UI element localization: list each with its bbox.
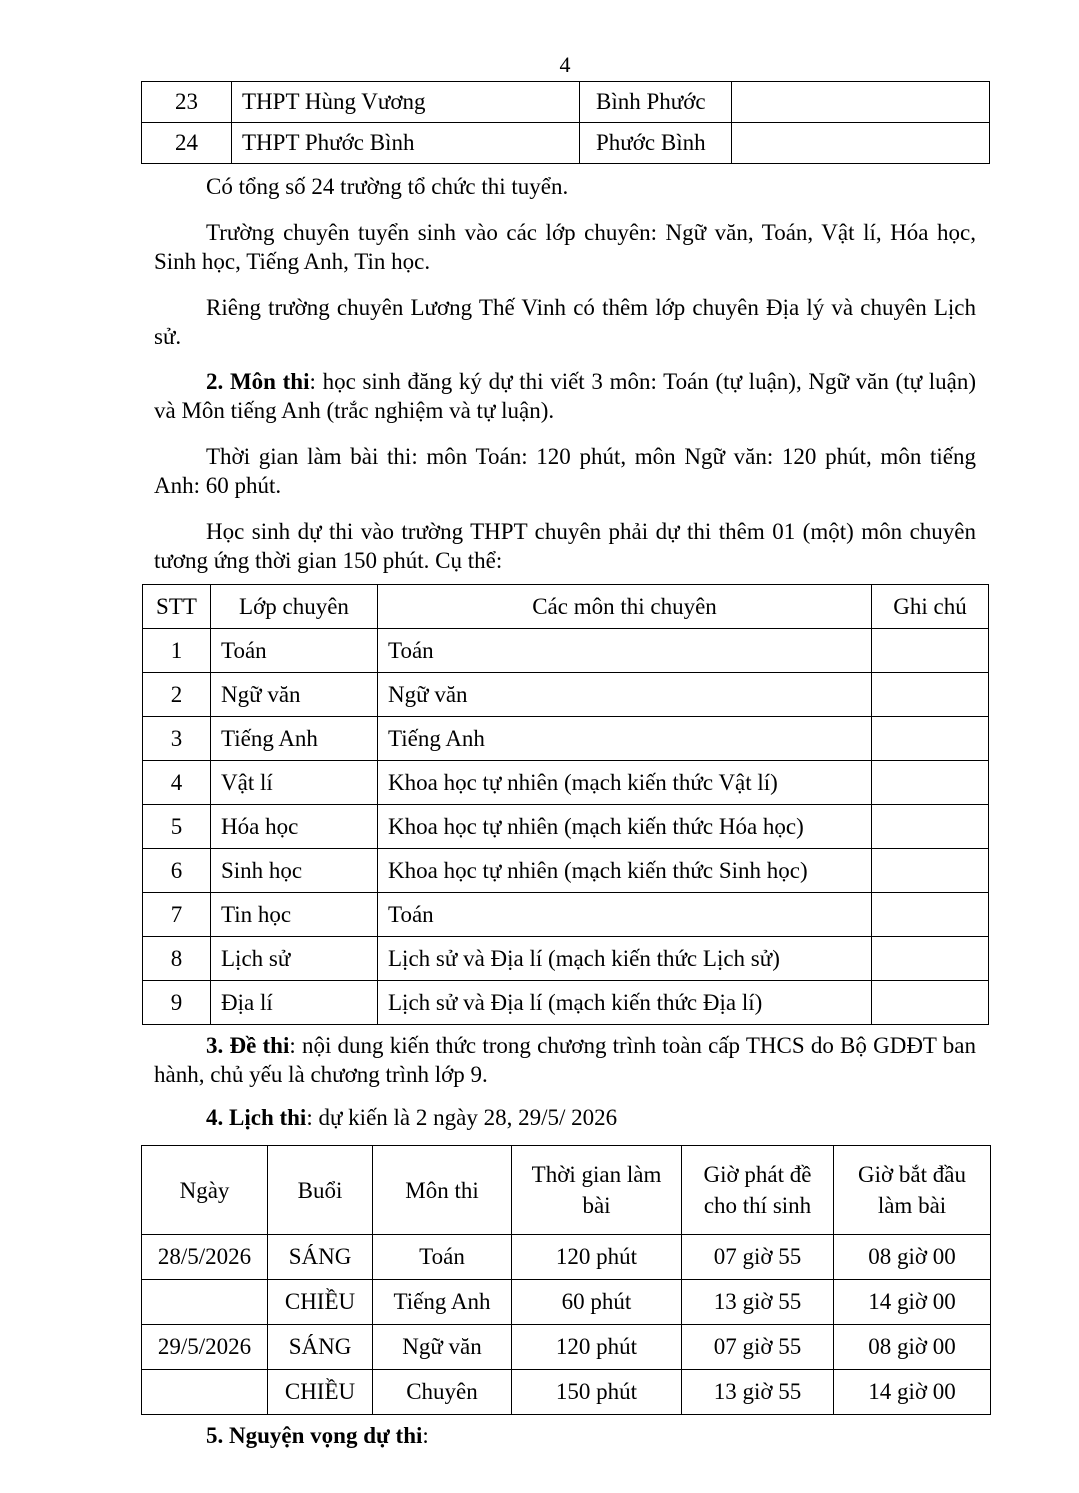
table-cell: Hóa học [211,805,378,849]
table-cell: 60 phút [512,1280,682,1325]
section-heading: 4. Lịch thi [206,1105,307,1130]
table-cell: 14 giờ 00 [834,1280,991,1325]
table-cell: Lịch sử [211,937,378,981]
table-cell: 13 giờ 55 [682,1370,834,1415]
column-header: Ghi chú [872,585,989,629]
table-cell [142,1370,268,1415]
table-row [143,937,989,981]
paragraph-total-schools: Có tổng số 24 trường tổ chức thi tuyển. [206,174,569,199]
table-cell: 120 phút [512,1325,682,1370]
table-cell: 29/5/2026 [142,1325,268,1370]
table-header-row [143,585,989,629]
table-cell [732,123,990,164]
section-heading: 3. Đề thi [206,1033,290,1058]
table-cell: 23 [142,82,232,123]
table-cell: Khoa học tự nhiên (mạch kiến thức Sinh học) [378,849,872,893]
table-row [143,893,989,937]
table-row [143,981,989,1025]
table-cell: Chuyên [373,1370,512,1415]
table-row [142,1280,991,1325]
table-cell: CHIỀU [268,1370,373,1415]
table-row [143,805,989,849]
section-heading: 2. Môn thi [206,369,310,394]
table-cell: 5 [143,805,211,849]
table-cell [872,629,989,673]
table-cell: 7 [143,893,211,937]
table-cell: Sinh học [211,849,378,893]
section-heading: 5. Nguyện vọng dự thi [206,1423,423,1448]
table-cell: Ngữ văn [211,673,378,717]
table-cell: 08 giờ 00 [834,1235,991,1280]
table-cell [872,937,989,981]
table-row [142,1325,991,1370]
table-cell: Tiếng Anh [378,717,872,761]
column-header: Lớp chuyên [211,585,378,629]
table-cell: Vật lí [211,761,378,805]
table-cell: 9 [143,981,211,1025]
paragraph-luong-the-vinh: Riêng trường chuyên Lương Thế Vinh có thêm lớp chuyên Địa lý và chuyên Lịch sử. [154,295,976,349]
column-header: Các môn thi chuyên [378,585,872,629]
table-cell [142,1280,268,1325]
table-cell: 13 giờ 55 [682,1280,834,1325]
table-cell: Địa lí [211,981,378,1025]
column-header: Buổi [268,1146,373,1235]
table-cell [872,761,989,805]
paragraph-specialized-exam: Học sinh dự thi vào trường THPT chuyên phải dự thi thêm 01 (một) môn chuyên tương ứng thời gian 150 phút. Cụ thể: [154,519,976,573]
paragraph-exam-duration: Thời gian làm bài thi: môn Toán: 120 phút, môn Ngữ văn: 120 phút, môn tiếng Anh: 60 phút. [154,444,976,498]
table-cell: 2 [143,673,211,717]
paragraph-exam-content: 3. Đề thi: nội dung kiến thức trong chương trình toàn cấp THCS do Bộ GDĐT ban hành, chủ yếu là chương trình lớp 9. [154,1033,976,1087]
column-header: Thời gian làm bài [512,1146,682,1235]
table-row [142,123,990,164]
table-cell: 28/5/2026 [142,1235,268,1280]
table-cell: SÁNG [268,1235,373,1280]
table-cell: 24 [142,123,232,164]
table-cell: SÁNG [268,1325,373,1370]
table-cell [872,673,989,717]
table-cell [872,849,989,893]
table-cell [872,717,989,761]
table-cell [872,981,989,1025]
table-cell: 3 [143,717,211,761]
column-header: Ngày [142,1146,268,1235]
table-cell: 1 [143,629,211,673]
table-cell: Tiếng Anh [373,1280,512,1325]
table-cell: 08 giờ 00 [834,1325,991,1370]
table-cell: 07 giờ 55 [682,1325,834,1370]
schedule-table [141,1145,991,1415]
table-cell: Tin học [211,893,378,937]
table-cell: 6 [143,849,211,893]
table-row [142,1370,991,1415]
table-cell: Tiếng Anh [211,717,378,761]
table-cell: Toán [378,893,872,937]
table-cell: Toán [211,629,378,673]
column-header: Môn thi [373,1146,512,1235]
table-cell: Ngữ văn [378,673,872,717]
table-cell [872,805,989,849]
table-cell: Bình Phước [580,82,732,123]
table-header-row [142,1146,991,1235]
table-cell: Toán [373,1235,512,1280]
table-cell: THPT Phước Bình [232,123,580,164]
table-row [142,1235,991,1280]
table-cell: 14 giờ 00 [834,1370,991,1415]
table-cell: Lịch sử và Địa lí (mạch kiến thức Địa lí) [378,981,872,1025]
page-number: 4 [559,52,571,77]
table-cell: Ngữ văn [373,1325,512,1370]
table-cell: CHIỀU [268,1280,373,1325]
table-cell: 150 phút [512,1370,682,1415]
paragraph-exam-subjects: 2. Môn thi: học sinh đăng ký dự thi viết 3 môn: Toán (tự luận), Ngữ văn (tự luận) và Môn tiếng Anh (trắc nghiệm và tự luận). [154,369,977,423]
table-row [143,849,989,893]
column-header: Giờ phát đề cho thí sinh [682,1146,834,1235]
paragraph-specialized-classes: Trường chuyên tuyển sinh vào các lớp chuyên: Ngữ văn, Toán, Vật lí, Hóa học, Sinh học, Tiếng Anh, Tin học. [154,220,976,274]
column-header: STT [143,585,211,629]
table-cell: 120 phút [512,1235,682,1280]
paragraph-exam-schedule: 4. Lịch thi: dự kiến là 2 ngày 28, 29/5/ 2026 [206,1105,618,1130]
table-row [143,673,989,717]
table-cell: Khoa học tự nhiên (mạch kiến thức Hóa học) [378,805,872,849]
schools-table [141,81,990,164]
table-row [143,717,989,761]
table-cell: Lịch sử và Địa lí (mạch kiến thức Lịch sử) [378,937,872,981]
paragraph-wishes: 5. Nguyện vọng dự thi: [206,1423,429,1448]
table-cell [732,82,990,123]
subjects-table [142,584,989,1025]
table-cell [872,893,989,937]
table-cell: Phước Bình [580,123,732,164]
table-cell: 07 giờ 55 [682,1235,834,1280]
table-cell: THPT Hùng Vương [232,82,580,123]
table-cell: Toán [378,629,872,673]
table-cell: Khoa học tự nhiên (mạch kiến thức Vật lí) [378,761,872,805]
table-cell: 4 [143,761,211,805]
column-header: Giờ bắt đầu làm bài [834,1146,991,1235]
table-row [143,761,989,805]
table-row [142,82,990,123]
table-row [143,629,989,673]
table-cell: 8 [143,937,211,981]
